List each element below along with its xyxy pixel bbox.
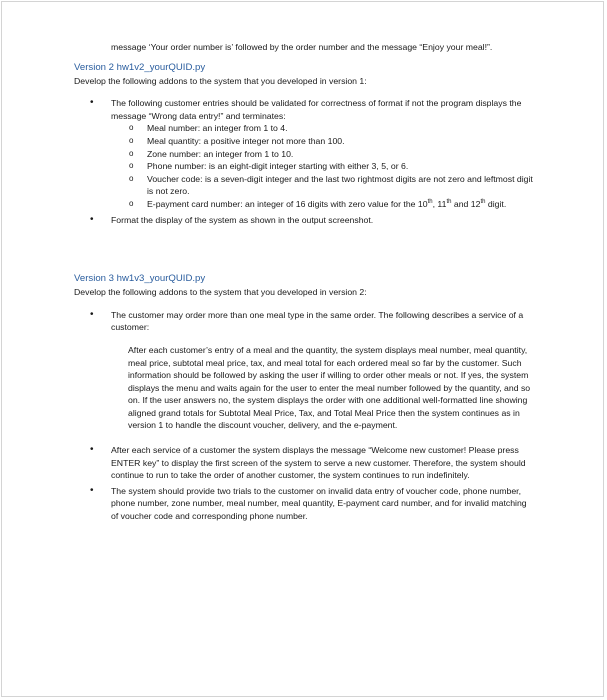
bullet-text: The following customer entries should be validated for correctness of format if not the program displays the message “Wrong data entry!” and terminates: (111, 98, 522, 121)
version-2-section (74, 61, 534, 227)
epay-text-b: , 11 (432, 198, 447, 209)
version-3-section (74, 272, 534, 523)
bullet-text: The system should provide two trials to the customer on invalid data entry of voucher code, phone number, phone number, zone number, meal number, meal quantity, E-payment card number, and for invalid matching of voucher code and corresponding phone number. (111, 485, 527, 522)
list-item (111, 198, 534, 211)
list-item (74, 309, 534, 334)
bullet-text: After each service of a customer the system displays the message “Welcome new customer! Please press ENTER key” to display the first screen of the system to serve a new customer. Therefore, the system should continue to run to take the order of another customer, the system continues to run indefinitely. (111, 445, 526, 481)
epay-text-c: and 12 (451, 198, 481, 209)
epay-sup-2: th (446, 199, 452, 206)
list-item (74, 444, 534, 482)
list-item: o Meal number: an integer from 1 to 4. (111, 122, 534, 135)
version-2-subheading: Develop the following addons to the system that you developed in version 1: (74, 75, 367, 86)
version-3-bullets (74, 309, 534, 334)
epay-text-a: E-payment card number: an integer of 16 digits with zero value for the 10 (147, 198, 428, 209)
list-item: o Voucher code: is a seven-digit integer and the last two rightmost digits are not zero and leftmost digit is not zero. (111, 173, 534, 198)
list-item (74, 97, 534, 210)
version-3-more-bullets (74, 444, 534, 523)
epay-sup-1: th (427, 199, 433, 206)
version-3-heading: Version 3 hw1v3_yourQUID.py (74, 273, 206, 285)
list-item: o Phone number: is an eight-digit integer starting with either 3, 5, or 6. (111, 160, 534, 173)
epay-sup-3: th (480, 199, 486, 206)
document-page (74, 41, 534, 523)
version-3-subheading: Develop the following addons to the system that you developed in version 2: (74, 287, 367, 298)
version-2-bullets (74, 97, 534, 226)
list-item (74, 214, 534, 227)
validation-sublist (111, 122, 534, 210)
version-2-heading: Version 2 hw1v2_yourQUID.py (74, 61, 206, 73)
list-item: o Zone number: an integer from 1 to 10. (111, 148, 534, 161)
bullet-text: Format the display of the system as shown in the output screenshot. (111, 214, 374, 225)
service-description-paragraph: After each customer’s entry of a meal and the quantity, the system displays meal number, meal quantity, meal price, subtotal meal price, tax, and meal total for each ordered meal so far by the customer. Such information should be followed by asking the user if willing to order other meals or not. If yes, the system displays the menu and waits again for the user to enter the meal number followed by the quantity, and so on. If the user answers no, the system displays the order with one additional well-formatted line showing aligned grand totals for Subtotal Meal Price, Tax, and Total Meal Price then the system continues as in version 1 to handle the discount voucher, delivery, and the e-payment. (128, 344, 531, 431)
list-item (74, 485, 534, 523)
intro-text: message ‘Your order number is’ followed by the order number and the message “Enjoy your meal!”. (111, 42, 493, 52)
bullet-text: The customer may order more than one meal type in the same order. The following describes a service of a customer: (111, 309, 524, 333)
epay-text-d: digit. (485, 198, 507, 209)
list-item: o Meal quantity: a positive integer not more than 100. (111, 135, 534, 148)
